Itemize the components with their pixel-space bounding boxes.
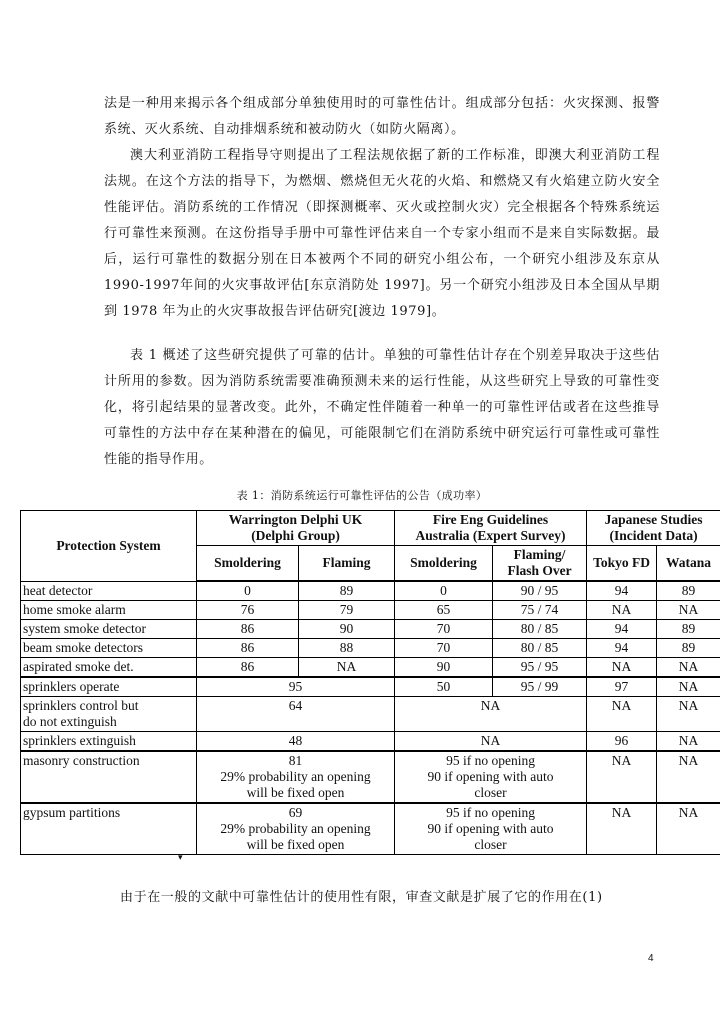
subheader-tokyo: Tokyo FD (587, 546, 657, 582)
cell-value: 94 (587, 581, 657, 601)
cell-value: 95 if no opening 90 if opening with auto closer (395, 803, 587, 855)
cell-value: NA (657, 658, 720, 678)
paragraph-footer: 由于在一般的文献中可靠性估计的使用性有限，审查文献是扩展了它的作用在(1) (120, 890, 603, 905)
system-name: masonry construction (21, 751, 197, 803)
system-name: sprinklers operate (21, 677, 197, 697)
cell-value: 90 (395, 658, 493, 678)
stray-mark: ▾ (178, 853, 183, 863)
system-name: heat detector (21, 581, 197, 601)
system-name: home smoke alarm (21, 601, 197, 620)
cell-value: NA (657, 677, 720, 697)
cell-value: 89 (657, 620, 720, 639)
table-row (21, 751, 721, 803)
cell-value: 76 (197, 601, 299, 620)
system-name: system smoke detector (21, 620, 197, 639)
reliability-table (20, 510, 720, 855)
cell-value: 86 (197, 620, 299, 639)
paragraph-2: 澳大利亚消防工程指导守则提出了工程法规依据了新的工作标准，即澳大利亚消防工程法规。在这个方法的指导下，为燃烟、燃烧但无火花的火焰、和燃烧又有火焰建立防火安全性能评估。消防系统的工作情况（即探测概率、灭火或控制火灾）完全根据各个特殊系统运行可靠性来预测。在这份指导手册中可靠性评估来自一个专家小组而不是来自实际数据。最后，运行可靠性的数据分别在日本被两个不同的研究小组公布，一个研究小组涉及东京从1990-1997年间的火灾事故评估[东京消防处 1997]。另一个研究小组涉及日本全国从早期到 1978 年为止的火灾事故报告评估研究[渡边 1979]。 (104, 148, 660, 319)
cell-value: 70 (395, 639, 493, 658)
cell-value: NA (299, 658, 395, 678)
table-row (21, 677, 721, 697)
cell-value: NA (587, 658, 657, 678)
cell-value: 79 (299, 601, 395, 620)
cell-value: 95 / 95 (493, 658, 587, 678)
cell-value: NA (395, 697, 587, 732)
cell-value: 81 29% probability an opening will be fixed open (197, 751, 395, 803)
cell-value: 95 (197, 677, 395, 697)
cell-value: 70 (395, 620, 493, 639)
subheader-a-flaming: Flaming/ Flash Over (493, 546, 587, 582)
cell-value: 95 / 99 (493, 677, 587, 697)
cell-value: 75 / 74 (493, 601, 587, 620)
cell-value: NA (657, 803, 720, 855)
table-row (21, 620, 721, 639)
cell-value: NA (395, 732, 587, 752)
table-caption: 表 1：消防系统运行可靠性评估的公告（成功率） (236, 489, 488, 502)
page-number: 4 (648, 953, 654, 964)
system-name: sprinklers extinguish (21, 732, 197, 752)
cell-value: NA (657, 751, 720, 803)
cell-value: 80 / 85 (493, 639, 587, 658)
cell-value: 89 (299, 581, 395, 601)
cell-value: 95 if no opening 90 if opening with auto closer (395, 751, 587, 803)
cell-value: 97 (587, 677, 657, 697)
reliability-table-container (20, 510, 720, 870)
cell-value: 80 / 85 (493, 620, 587, 639)
subheader-watana: Watana (657, 546, 720, 582)
header-warrington: Warrington Delphi UK (Delphi Group) (197, 511, 395, 546)
cell-value: 69 29% probability an opening will be fixed open (197, 803, 395, 855)
subheader-w-flaming: Flaming (299, 546, 395, 582)
cell-value: 96 (587, 732, 657, 752)
paragraph-1: 法是一种用来揭示各个组成部分单独使用时的可靠性估计。组成部分包括：火灾探测、报警系统、灭火系统、自动排烟系统和被动防火（如防火隔离）。 (104, 96, 660, 137)
cell-value: 50 (395, 677, 493, 697)
cell-value: 0 (197, 581, 299, 601)
table-row (21, 697, 721, 732)
cell-value: 94 (587, 639, 657, 658)
table-row (21, 658, 721, 678)
table-row (21, 639, 721, 658)
table-row (21, 803, 721, 855)
system-name: beam smoke detectors (21, 639, 197, 658)
cell-value: NA (587, 697, 657, 732)
cell-value: 89 (657, 639, 720, 658)
cell-value: 65 (395, 601, 493, 620)
cell-value: 88 (299, 639, 395, 658)
system-name: gypsum partitions (21, 803, 197, 855)
header-fire-eng: Fire Eng Guidelines Australia (Expert Survey) (395, 511, 587, 546)
cell-value: 90 (299, 620, 395, 639)
paragraph-3: 表 1 概述了这些研究提供了可靠的估计。单独的可靠性估计存在个别差异取决于这些估计所用的参数。因为消防系统需要准确预测未来的运行性能，从这些研究上导致的可靠性变化，将引起结果的显著改变。此外，不确定性伴随着一种单一的可靠性评估或者在这些推导可靠性的方法中存在某种潜在的偏见，可能限制它们在消防系统中研究运行可靠性或可靠性性能的指导作用。 (104, 348, 660, 467)
cell-value: 0 (395, 581, 493, 601)
cell-value: 64 (197, 697, 395, 732)
cell-value: 89 (657, 581, 720, 601)
header-protection-system: Protection System (21, 511, 197, 582)
cell-value: NA (657, 601, 720, 620)
cell-value: NA (587, 751, 657, 803)
header-japanese: Japanese Studies (Incident Data) (587, 511, 720, 546)
system-name: sprinklers control but do not extinguish (21, 697, 197, 732)
cell-value: 94 (587, 620, 657, 639)
cell-value: 90 / 95 (493, 581, 587, 601)
cell-value: NA (657, 697, 720, 732)
subheader-a-smoldering: Smoldering (395, 546, 493, 582)
cell-value: NA (587, 803, 657, 855)
system-name: aspirated smoke det. (21, 658, 197, 678)
table-row (21, 732, 721, 752)
table-row (21, 601, 721, 620)
cell-value: 86 (197, 639, 299, 658)
cell-value: 48 (197, 732, 395, 752)
subheader-w-smoldering: Smoldering (197, 546, 299, 582)
cell-value: NA (657, 732, 720, 752)
cell-value: 86 (197, 658, 299, 678)
table-row (21, 581, 721, 601)
cell-value: NA (587, 601, 657, 620)
